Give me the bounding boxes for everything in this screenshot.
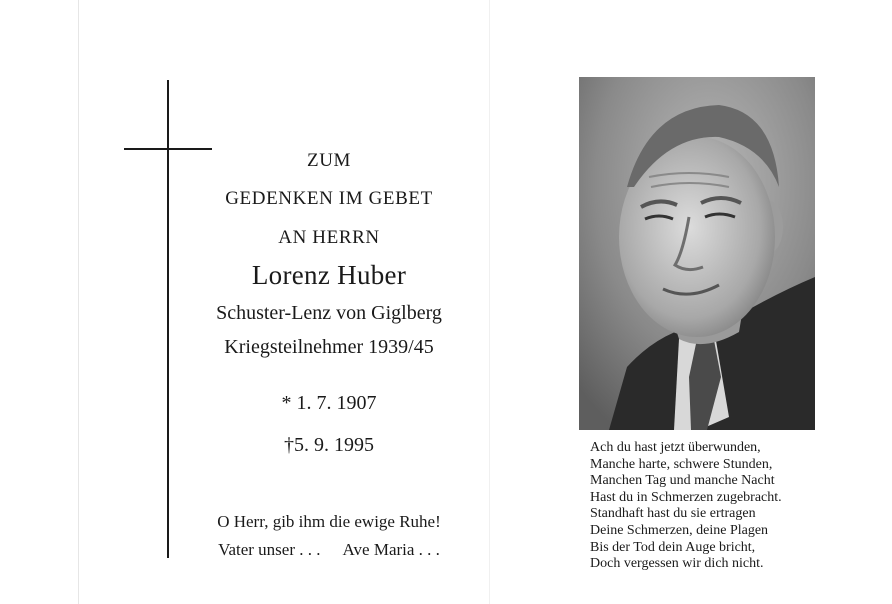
heading-line-1: ZUM	[306, 150, 352, 171]
death-date-line	[170, 434, 488, 457]
poem-line: Manche harte, schwere Stunden,	[590, 456, 773, 472]
birth-star-icon: *	[281, 392, 292, 414]
poem-line: Deine Schmerzen, deine Plagen	[590, 522, 769, 538]
card-fold-line	[489, 0, 490, 604]
death-date: 5. 9. 1995	[294, 434, 374, 456]
heading-line-3: AN HERRN	[278, 227, 380, 248]
deceased-service: Kriegsteilnehmer 1939/45	[224, 336, 434, 358]
portrait-illustration	[579, 77, 815, 430]
cross-icon-vertical	[167, 80, 169, 558]
prayer-line: O Herr, gib ihm die ewige Ruhe!	[217, 512, 441, 531]
deceased-name: Lorenz Huber	[251, 260, 407, 290]
prayer-closing	[170, 540, 488, 560]
poem-line: Manchen Tag und manche Nacht	[590, 473, 775, 489]
deceased-nickname: Schuster-Lenz von Giglberg	[216, 302, 442, 324]
birth-date-line	[170, 392, 488, 415]
card-edge-line	[78, 0, 79, 604]
poem-block	[590, 440, 850, 573]
poem-line: Bis der Tod dein Auge bricht,	[590, 539, 756, 555]
heading-line-2: GEDENKEN IM GEBET	[225, 188, 433, 209]
prayer-vater-unser: Vater unser . . .	[218, 540, 321, 559]
poem-line: Ach du hast jetzt überwunden,	[590, 440, 761, 455]
poem-line: Doch vergessen wir dich nicht.	[590, 556, 764, 572]
death-cross-icon: †	[284, 434, 294, 456]
birth-date: 1. 7. 1907	[296, 392, 377, 414]
poem-line: Standhaft hast du sie ertragen	[590, 506, 756, 522]
portrait-photo	[579, 77, 815, 430]
prayer-ave-maria: Ave Maria . . .	[342, 540, 440, 559]
poem-line: Hast du in Schmerzen zugebracht.	[590, 489, 782, 505]
